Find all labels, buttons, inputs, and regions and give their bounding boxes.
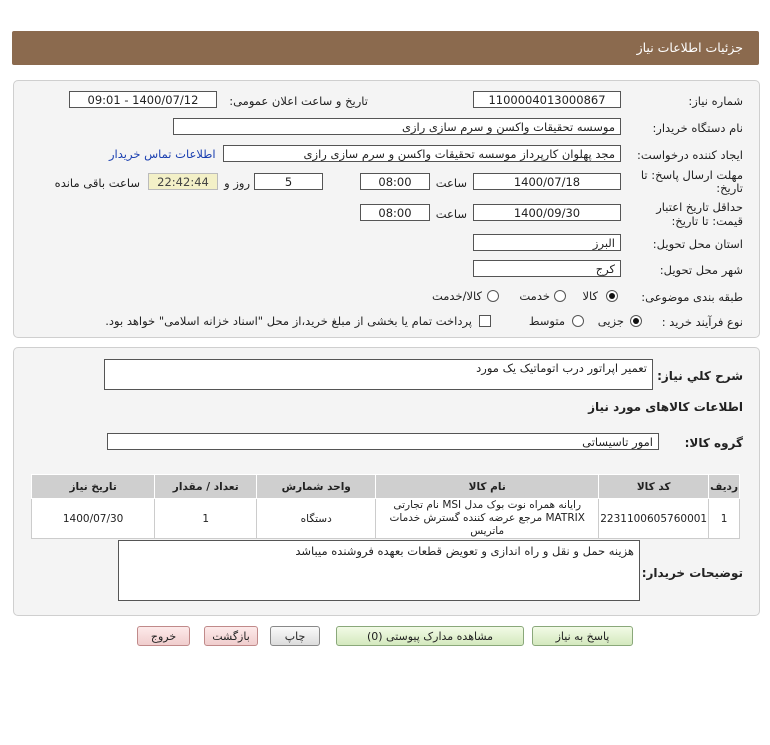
city-label: شهر محل تحویل:	[659, 263, 743, 277]
buyer-notes-label: توضیحات خریدار:	[641, 566, 743, 580]
category-radio-goods[interactable]	[606, 290, 618, 302]
page-header	[12, 31, 759, 65]
deadline-hour-label: ساعت	[435, 176, 467, 190]
col-name: نام کالا	[376, 475, 599, 499]
cell-row: 1	[709, 499, 740, 539]
category-radio-goods-service[interactable]	[487, 290, 499, 302]
validity-date-field: 1400/09/30	[473, 204, 621, 221]
buyer-contact-link[interactable]: اطلاعات تماس خریدار	[109, 147, 216, 161]
goods-info-title: اطلاعات کالاهای مورد نیاز	[588, 400, 743, 414]
cell-unit: دستگاه	[257, 499, 376, 539]
province-field: البرز	[473, 234, 621, 251]
creator-field: مجد پهلوان کارپرداز موسسه تحقیقات واکسن و سرم سازی رازی	[223, 145, 621, 162]
need-number-label: شماره نیاز:	[688, 94, 743, 108]
goods-table	[31, 474, 740, 539]
attachments-button[interactable]: مشاهده مدارک پیوستی (0)	[336, 626, 524, 646]
creator-label: ایجاد کننده درخواست:	[637, 148, 743, 162]
validity-hour-label: ساعت	[435, 207, 467, 221]
col-code: کد کالا	[599, 475, 709, 499]
buyer-org-label: نام دستگاه خریدار:	[652, 121, 743, 135]
treasury-payment-checkbox[interactable]	[479, 315, 491, 327]
back-button[interactable]: بازگشت	[204, 626, 258, 646]
remaining-days-field: 5	[254, 173, 323, 190]
validity-label-2: قیمت: تا تاریخ:	[671, 214, 743, 228]
category-service-label: خدمت	[519, 289, 550, 303]
general-desc-label: شرح كلي نياز:	[657, 369, 743, 383]
exit-button[interactable]: خروج	[137, 626, 190, 646]
days-label: روز و	[224, 176, 250, 190]
process-medium-label: متوسط	[528, 314, 565, 328]
deadline-label-1: مهلت ارسال پاسخ: تا	[640, 168, 743, 182]
validity-label-1: حداقل تاریخ اعتبار	[656, 200, 743, 214]
col-date: تاریخ نیاز	[32, 475, 155, 499]
cell-name: رایانه همراه نوت بوک مدل MSI نام تجارتی MATRIX مرجع عرضه کننده گسترش خدمات ماتریس	[376, 499, 599, 539]
cell-qty: 1	[155, 499, 257, 539]
col-qty: تعداد / مقدار	[155, 475, 257, 499]
category-label: طبقه بندی موضوعی:	[641, 290, 743, 304]
city-field: کرج	[473, 260, 621, 277]
general-desc-field: تعمیر اپراتور درب اتوماتیک یک مورد	[104, 359, 653, 390]
category-goods-service-label: کالا/خدمت	[431, 289, 482, 303]
province-label: استان محل تحویل:	[652, 237, 743, 251]
process-minor-label: جزیی	[597, 314, 624, 328]
remaining-time-field: 22:42:44	[148, 173, 218, 190]
deadline-label-2: تاریخ:	[716, 181, 743, 195]
category-radio-service[interactable]	[554, 290, 566, 302]
process-type-label: نوع فرآیند خرید :	[661, 315, 743, 329]
deadline-date-field: 1400/07/18	[473, 173, 621, 190]
deadline-hour-field: 08:00	[360, 173, 430, 190]
col-row: ردیف	[709, 475, 740, 499]
cell-code: 2231100605760001	[599, 499, 709, 539]
validity-hour-field: 08:00	[360, 204, 430, 221]
process-radio-medium[interactable]	[572, 315, 584, 327]
buyer-notes-field: هزینه حمل و نقل و راه اندازی و تعویض قطعات بعهده فروشنده میباشد	[118, 540, 640, 601]
goods-group-field: امور تاسیساتی	[107, 433, 659, 450]
print-button[interactable]: چاپ	[270, 626, 320, 646]
buyer-org-field: موسسه تحقیقات واکسن و سرم سازی رازی	[173, 118, 621, 135]
need-number-field: 1100004013000867	[473, 91, 621, 108]
reply-button[interactable]: پاسخ به نیاز	[532, 626, 633, 646]
category-goods-label: کالا	[582, 289, 598, 303]
treasury-payment-note: پرداخت تمام یا بخشی از مبلغ خرید،از محل "اسناد خزانه اسلامی" خواهد بود.	[105, 314, 472, 328]
goods-group-label: گروه کالا:	[684, 436, 743, 450]
col-unit: واحد شمارش	[257, 475, 376, 499]
goods-table-header	[32, 475, 740, 499]
page-title: جزئیات اطلاعات نیاز	[636, 40, 743, 55]
table-row	[32, 499, 740, 539]
cell-date: 1400/07/30	[32, 499, 155, 539]
remaining-time-label: ساعت باقی مانده	[54, 176, 140, 190]
process-radio-minor[interactable]	[630, 315, 642, 327]
announce-datetime-field: 1400/07/12 - 09:01	[69, 91, 217, 108]
announce-datetime-label: تاریخ و ساعت اعلان عمومی:	[229, 94, 368, 108]
